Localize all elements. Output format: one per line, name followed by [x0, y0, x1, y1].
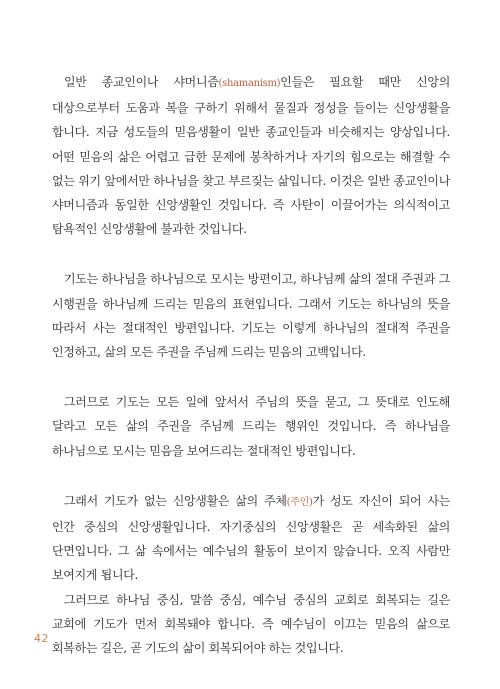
paragraph-1-seg-3: 인들은 필요할 때만 신앙의 대상으로부터 도움과 복을 구하기 위해서 물질과 정성을 들이는 신앙생활을 합니다. 지금 성도들의 믿음생활이 일반 종교인들과 비슷해지는 양상입니다. 어떤 믿음의 삶은 어렵고 급한 문제에 봉착하거나 자기의 힘으로는 해결할 수 없는 위기 앞에서만 하나님을 찾고 부르짖는 삶입니다. 이것은 일반 종교인이나 샤머니즘과 동일한 신앙생활인 것입니다. 즉 사탄이 이끌어가는 의식적이고 탐욕적인 신앙생활에 불과한 것입니다. — [52, 75, 450, 237]
paragraph-1-note: (shamanism) — [218, 78, 281, 89]
document-body — [52, 70, 450, 660]
paragraph-1-seg-1: 일반 종교인이나 샤머니즘 — [64, 75, 219, 89]
paragraph-1 — [52, 70, 450, 241]
paragraph-gap — [52, 364, 450, 390]
paragraph-4 — [52, 489, 450, 588]
paragraph-4-seg-3: 가 성도 자신이 되어 사는 인간 중심의 신앙생활입니다. 자기중심의 신앙생활은 곧 세속화된 삶의 단면입니다. 그 삶 속에서는 예수님의 활동이 보이지 않습니다. 오직 사람만 보여지게 됩니다. — [52, 493, 450, 583]
paragraph-2-seg-1: 기도는 하나님을 하나님으로 모시는 방편이고, 하나님께 삶의 절대 주권과 그 시행권을 하나님께 드리는 믿음의 표현입니다. 그래서 기도는 하나님의 뜻을 따라서 사는 절대적인 방편입니다. 기도는 이렇게 하나님의 절대적 주권을 인정하고, 삶의 모든 주권을 주님께 드리는 믿음의 고백입니다. — [52, 272, 450, 360]
page-number: 42 — [34, 632, 49, 645]
paragraph-2 — [52, 267, 450, 364]
paragraph-gap — [52, 463, 450, 489]
paragraph-4-seg-1: 그래서 기도가 없는 신앙생활은 삶의 주체 — [64, 493, 287, 508]
paragraph-5-seg-1: 그러므로 하나님 중심, 말씀 중심, 예수님 중심의 교회로 회복되는 길은 교회에 기도가 먼저 회복돼야 합니다. 즉 예수님이 이끄는 믿음의 삶으로 회복하는 길은, 곧 기도의 삶이 회복되어야 하는 것입니다. — [52, 592, 450, 656]
paragraph-5 — [52, 588, 450, 661]
paragraph-3-seg-1: 그러므로 기도는 모든 일에 앞서서 주님의 뜻을 묻고, 그 뜻대로 인도해 달라고 모든 삶의 주권을 주님께 드리는 행위인 것입니다. 즉 하나님을 하나님으로 모시는 믿음을 보여드리는 절대적인 방편입니다. — [52, 395, 450, 458]
paragraph-4-note: (주인) — [286, 496, 313, 508]
paragraph-3 — [52, 390, 450, 463]
paragraph-gap — [52, 241, 450, 267]
